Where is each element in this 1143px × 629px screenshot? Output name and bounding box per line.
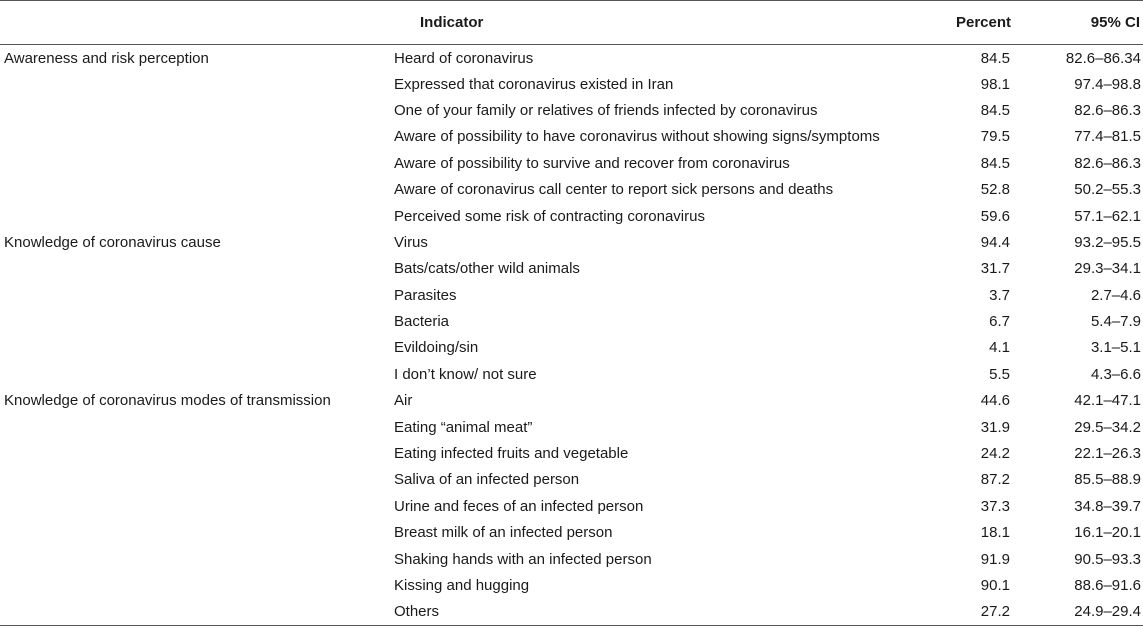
indicator-cell: Bacteria: [394, 313, 450, 331]
percent-cell: 87.2: [980, 471, 1010, 489]
indicator-cell: I don’t know/ not sure: [394, 365, 537, 383]
indicator-cell: Expressed that coronavirus existed in Iran: [394, 75, 674, 93]
table-row: [0, 546, 1143, 572]
ci-cell: 57.1–62.1: [1074, 207, 1141, 225]
header-percent: Percent: [910, 1, 1023, 45]
table-row: [0, 599, 1143, 625]
table-row: [0, 229, 1143, 255]
indicator-cell: Kissing and hugging: [394, 577, 530, 594]
table-row: [0, 124, 1143, 150]
indicator-cell: Eating “animal meat”: [394, 418, 533, 436]
ci-cell: 22.1–26.3: [1074, 445, 1141, 463]
ci-cell: 3.1–5.1: [1090, 339, 1141, 357]
indicator-cell: Perceived some risk of contracting coronavirus: [394, 207, 705, 225]
table-row: [0, 388, 1143, 414]
ci-cell: 24.9–29.4: [1023, 599, 1143, 625]
indicator-cell: Shaking hands with an infected person: [394, 550, 652, 568]
ci-cell: 42.1–47.1: [1074, 392, 1141, 410]
indicator-cell: Evildoing/sin: [394, 339, 479, 357]
table-row: [0, 203, 1143, 229]
table-row: [0, 176, 1143, 202]
percent-cell: 4.1: [989, 339, 1010, 357]
ci-cell: 82.6–86.34: [1065, 50, 1141, 68]
table-row: [0, 282, 1143, 308]
header-category: [0, 1, 390, 45]
percent-cell: 6.7: [989, 313, 1010, 331]
table-row: [0, 97, 1143, 123]
ci-cell: 85.5–88.9: [1074, 471, 1141, 489]
indicator-cell: Saliva of an infected person: [394, 471, 580, 489]
category-cell: [0, 308, 390, 334]
table-row: [0, 256, 1143, 282]
category-cell: [0, 572, 390, 598]
category-cell: [0, 150, 390, 176]
table-row: [0, 440, 1143, 466]
ci-cell: 88.6–91.6: [1074, 577, 1141, 594]
table-row: [0, 572, 1143, 598]
header-indicator: Indicator: [390, 1, 910, 45]
header-ci: 95% CI: [1023, 1, 1143, 45]
category-cell: [0, 493, 390, 519]
indicator-cell: Urine and feces of an infected person: [394, 497, 644, 515]
ci-cell: 29.5–34.2: [1074, 418, 1141, 436]
category-cell: [0, 256, 390, 282]
indicator-cell: Heard of coronavirus: [394, 50, 534, 68]
percent-cell: 24.2: [980, 445, 1010, 463]
percent-cell: 91.9: [980, 550, 1010, 568]
ci-cell: 77.4–81.5: [1074, 128, 1141, 146]
ci-cell: 93.2–95.5: [1074, 233, 1141, 251]
table-row: [0, 45, 1143, 71]
ci-cell: 16.1–20.1: [1074, 524, 1141, 542]
ci-cell: 34.8–39.7: [1074, 497, 1141, 515]
percent-cell: 84.5: [980, 101, 1010, 119]
ci-cell: 90.5–93.3: [1074, 550, 1141, 568]
table-row: [0, 335, 1143, 361]
category-cell: [0, 282, 390, 308]
ci-cell: 5.4–7.9: [1090, 313, 1141, 331]
percent-cell: 84.5: [980, 50, 1010, 68]
percent-cell: 37.3: [980, 497, 1010, 515]
indicator-cell: Aware of possibility to have coronavirus without showing signs/symptoms: [394, 128, 880, 146]
category-cell: [0, 203, 390, 229]
percent-cell: 31.7: [980, 260, 1010, 278]
category-cell: Awareness and risk perception: [4, 50, 209, 68]
percent-cell: 79.5: [980, 128, 1010, 146]
indicator-cell: Parasites: [394, 286, 457, 304]
ci-cell: 50.2–55.3: [1074, 181, 1141, 199]
percent-cell: 98.1: [980, 75, 1010, 93]
table-row: [0, 71, 1143, 97]
table-header: [0, 1, 1143, 45]
table-row: [0, 414, 1143, 440]
ci-cell: 4.3–6.6: [1090, 365, 1141, 383]
category-cell: [0, 546, 390, 572]
category-cell: [0, 176, 390, 202]
percent-cell: 59.6: [980, 207, 1010, 225]
category-cell: Knowledge of coronavirus modes of transmission: [4, 392, 331, 410]
category-cell: [0, 440, 390, 466]
category-cell: [0, 414, 390, 440]
table-row: [0, 361, 1143, 387]
category-cell: Knowledge of coronavirus cause: [4, 233, 221, 251]
category-cell: [0, 467, 390, 493]
category-cell: [0, 335, 390, 361]
percent-cell: 52.8: [980, 181, 1010, 199]
percent-cell: 44.6: [980, 392, 1010, 410]
percent-cell: 31.9: [980, 418, 1010, 436]
ci-cell: 82.6–86.3: [1074, 154, 1141, 172]
category-cell: [0, 71, 390, 97]
table-row: [0, 493, 1143, 519]
table-body: [0, 45, 1143, 626]
percent-cell: 84.5: [980, 154, 1010, 172]
category-cell: [0, 599, 390, 625]
percent-cell: 3.7: [989, 286, 1010, 304]
ci-cell: 29.3–34.1: [1074, 260, 1141, 278]
percent-cell: 94.4: [980, 233, 1010, 251]
percent-cell: 18.1: [980, 524, 1010, 542]
ci-cell: 97.4–98.8: [1074, 75, 1141, 93]
indicator-cell: Bats/cats/other wild animals: [394, 260, 580, 278]
indicator-cell: One of your family or relatives of friends infected by coronavirus: [394, 101, 818, 119]
indicator-cell: Air: [394, 392, 413, 410]
percent-cell: 5.5: [989, 365, 1010, 383]
percent-cell: 90.1: [980, 577, 1010, 594]
indicator-cell: Eating infected fruits and vegetable: [394, 445, 629, 463]
indicator-cell: Others: [390, 599, 910, 625]
table-row: [0, 467, 1143, 493]
indicator-cell: Breast milk of an infected person: [394, 524, 613, 542]
indicator-cell: Aware of possibility to survive and recover from coronavirus: [394, 154, 790, 172]
category-cell: [0, 361, 390, 387]
header-row: [0, 1, 1143, 45]
ci-cell: 2.7–4.6: [1090, 286, 1141, 304]
category-cell: [0, 124, 390, 150]
indicator-cell: Aware of coronavirus call center to report sick persons and deaths: [394, 181, 834, 199]
indicator-cell: Virus: [394, 233, 428, 251]
table-row: [0, 308, 1143, 334]
percent-cell: 27.2: [910, 599, 1023, 625]
table-row: [0, 520, 1143, 546]
ci-cell: 82.6–86.3: [1074, 101, 1141, 119]
category-cell: [0, 97, 390, 123]
category-cell: [0, 520, 390, 546]
table-row: [0, 150, 1143, 176]
